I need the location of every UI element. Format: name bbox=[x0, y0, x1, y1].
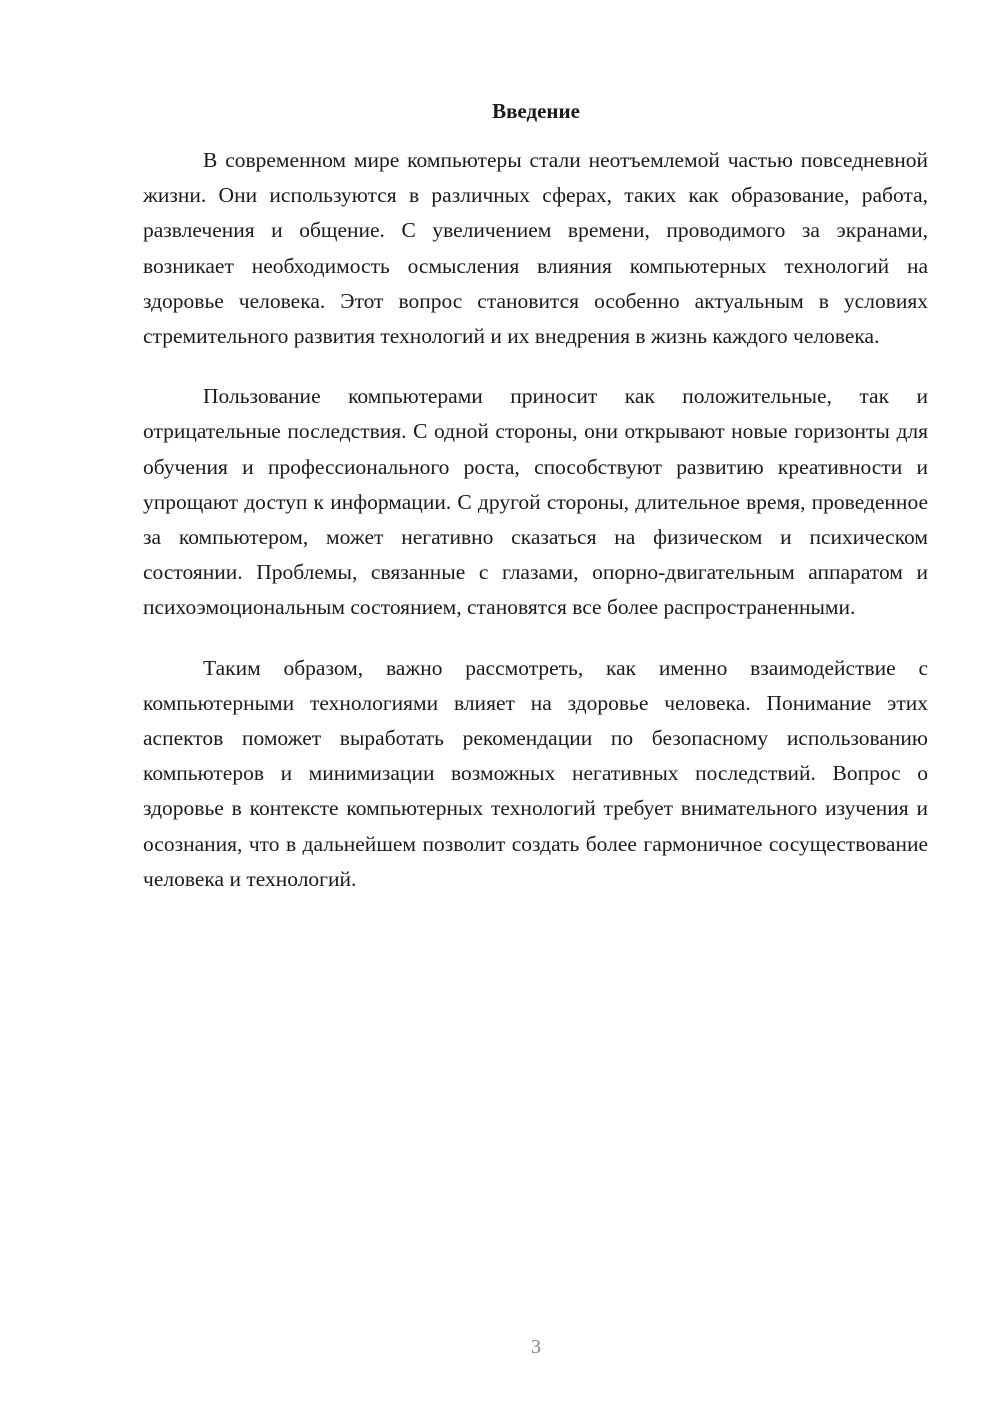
paragraph-2: Пользование компьютерами приносит как положительные, так и отрицательные последствия. С одной стороны, они открывают новые горизонты для обучения и профессионального роста, способствуют развитию креативности и упрощают доступ к информации. С другой стороны, длительное время, проведенное за компьютером, может негативно сказаться на физическом и психическом состоянии. Проблемы, связанные с глазами, опорно-двигательным аппаратом и психоэмоциональным состоянием, становятся все более распространенными. bbox=[143, 384, 928, 620]
section-title: Введение bbox=[492, 99, 580, 123]
body-text bbox=[143, 143, 928, 922]
paragraph-3: Таким образом, важно рассмотреть, как именно взаимодействие с компьютерными технологиями влияет на здоровье человека. Понимание этих аспектов поможет выработать рекомендации по безопасному использованию компьютеров и минимизации возможных негативных последствий. Вопрос о здоровье в контексте компьютерных технологий требует внимательного изучения и осознания, что в дальнейшем позволит создать более гармоничное сосуществование человека и технологий. bbox=[143, 655, 928, 891]
page-number: 3 bbox=[531, 1336, 541, 1358]
paragraph-1: В современном мире компьютеры стали неотъемлемой частью повседневной жизни. Они используются в различных сферах, таких как образование, работа, развлечения и общение. С увеличением времени, проводимого за экранами, возникает необходимость осмысления влияния компьютерных технологий на здоровье человека. Этот вопрос становится особенно актуальным в условиях стремительного развития технологий и их внедрения в жизнь каждого человека. bbox=[143, 148, 928, 349]
